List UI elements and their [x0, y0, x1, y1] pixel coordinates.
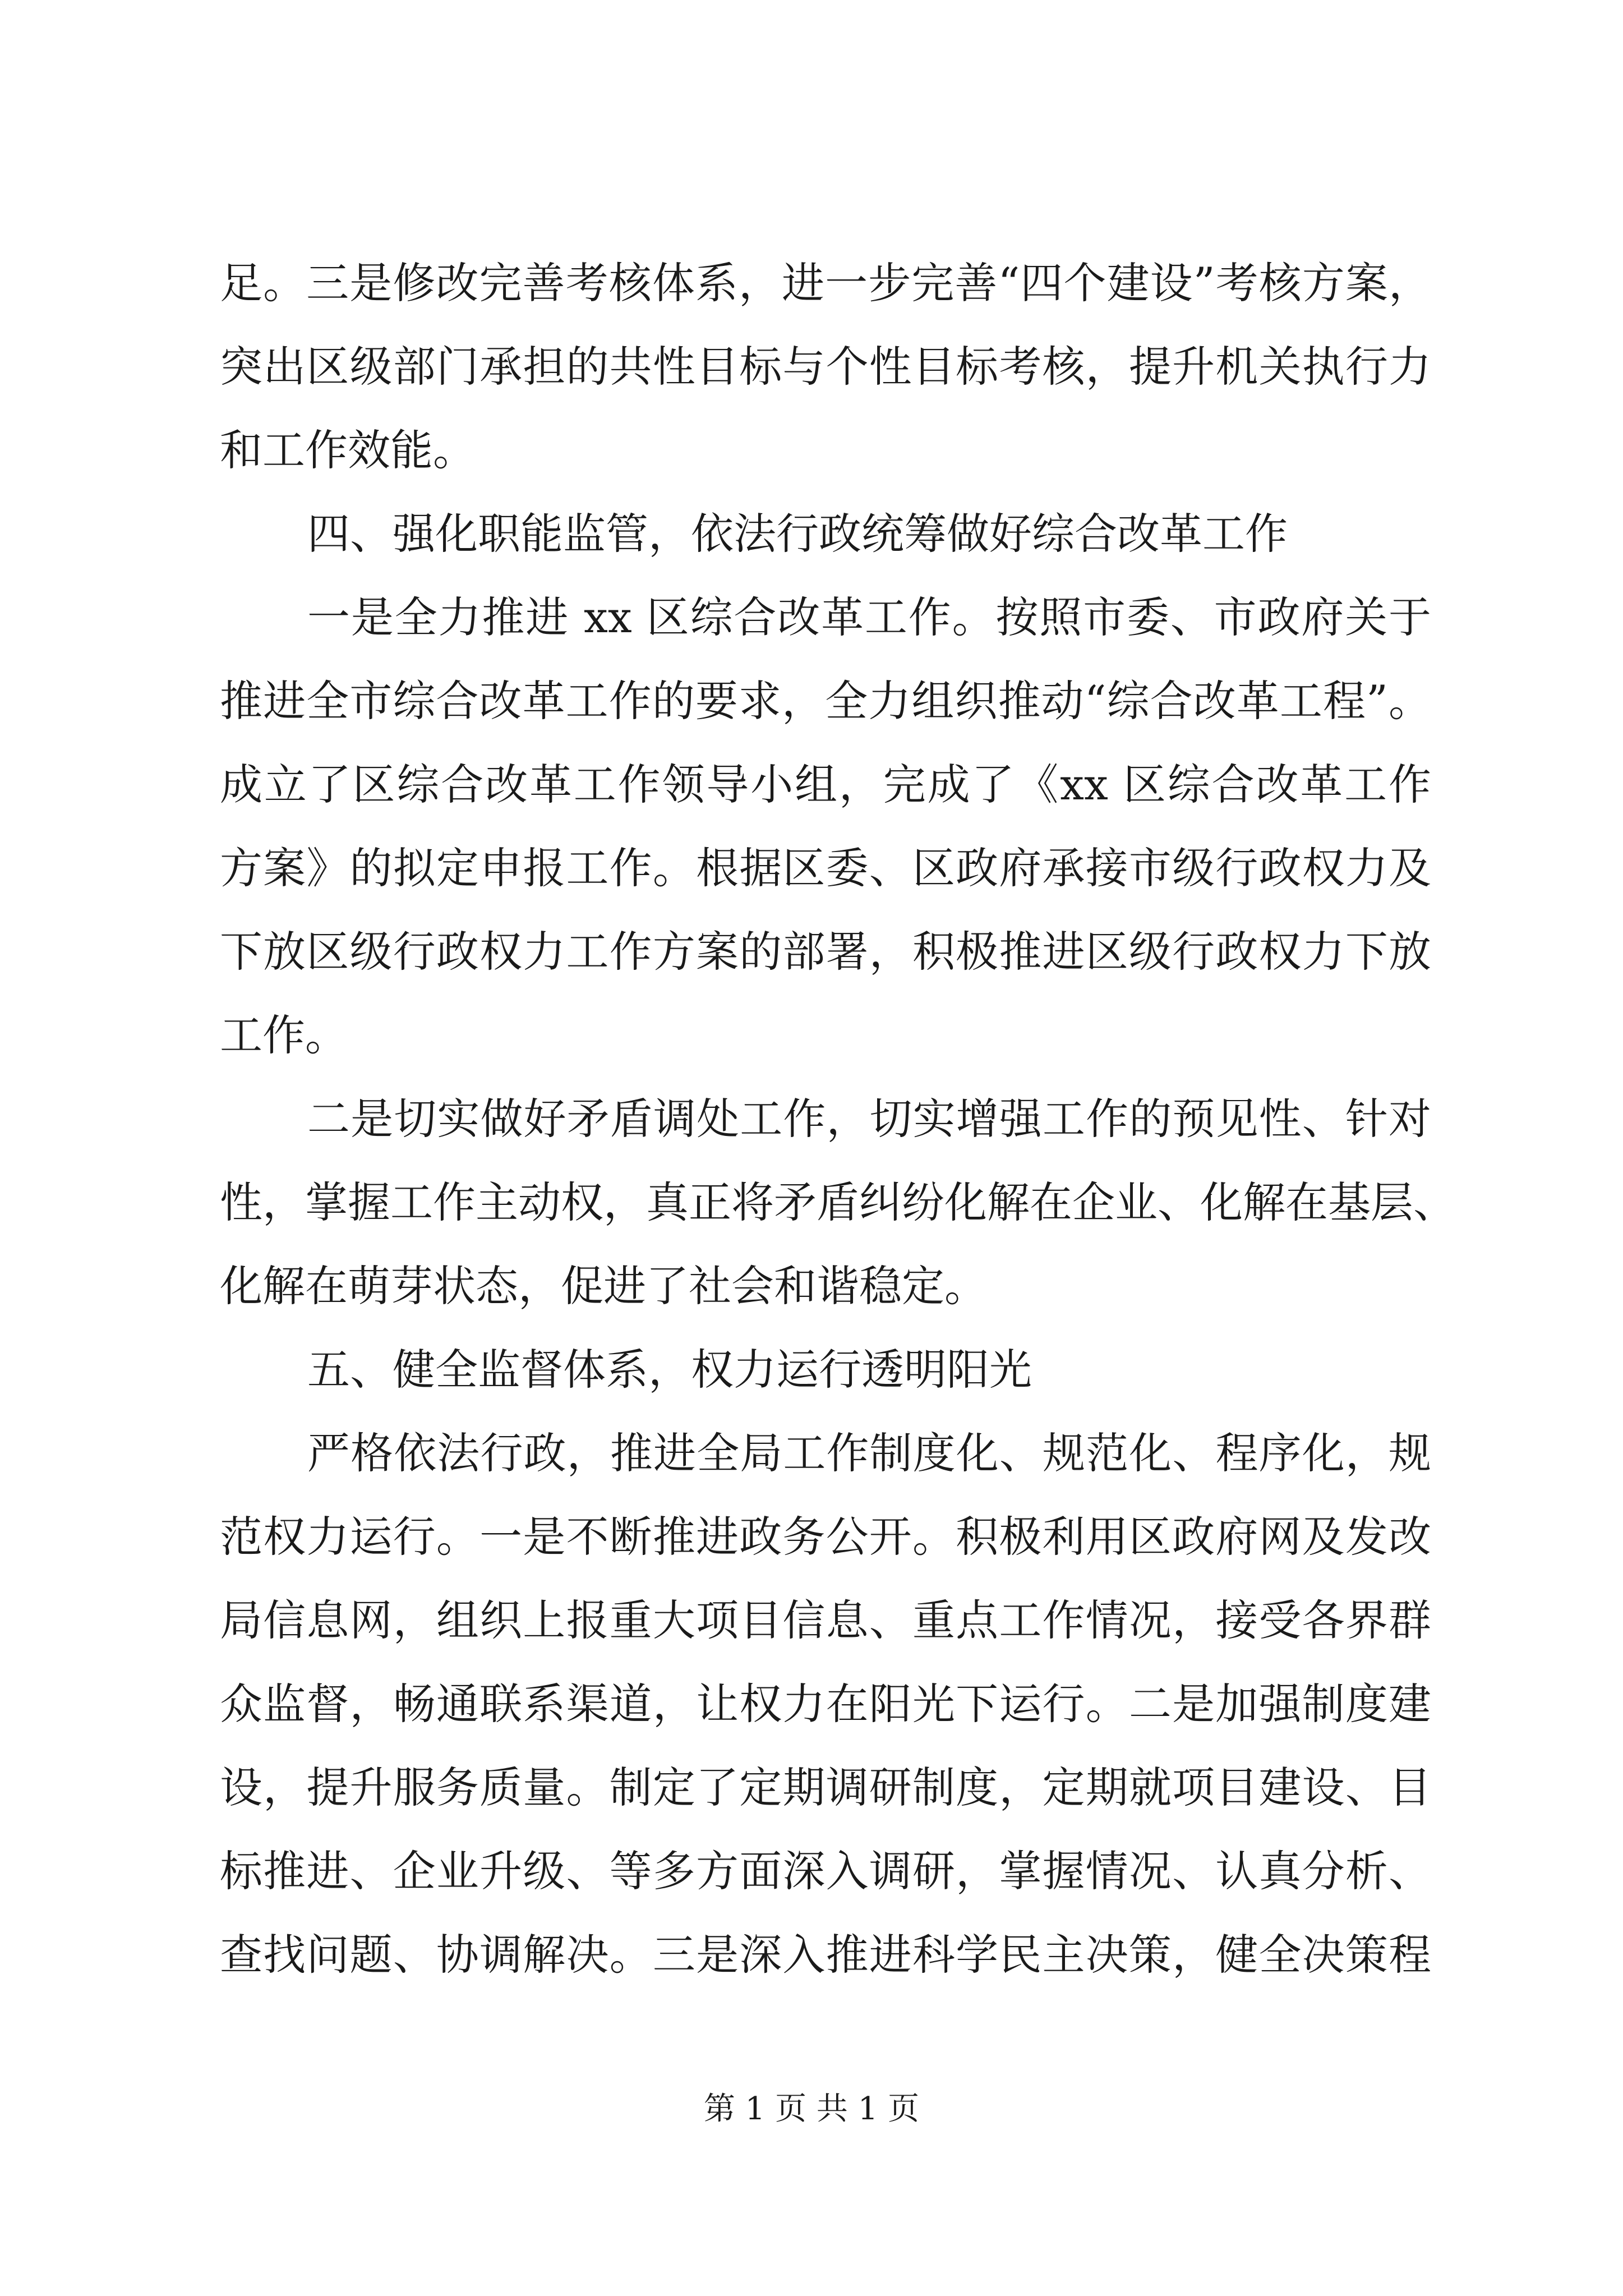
- paragraph-line: 突出区级部门承担的共性目标与个性目标考核，提升机关执行力: [220, 342, 1431, 392]
- document-body: [220, 241, 1456, 1996]
- paragraph-line: 范权力运行。一是不断推进政务公开。积极利用区政府网及发改: [220, 1512, 1431, 1562]
- paragraph-line: 设，提升服务质量。制定了定期调研制度，定期就项目建设、目: [220, 1763, 1431, 1812]
- page-footer: 第 1 页 共 1 页: [703, 2091, 920, 2127]
- paragraph-line: 成立了区综合改革工作领导小组，完成了《xx 区综合改革工作: [220, 760, 1431, 809]
- paragraph-line: 推进全市综合改革工作的要求，全力组织推动“综合改革工程”。: [220, 676, 1431, 726]
- paragraph-line: 查找问题、协调解决。三是深入推进科学民主决策，健全决策程: [220, 1930, 1431, 1980]
- paragraph-line: 严格依法行政，推进全局工作制度化、规范化、程序化，规: [307, 1428, 1431, 1478]
- paragraph-line: 二是切实做好矛盾调处工作，切实增强工作的预见性、针对: [307, 1094, 1431, 1144]
- paragraph-line: 方案》的拟定申报工作。根据区委、区政府承接市级行政权力及: [220, 843, 1431, 893]
- paragraph-line: 下放区级行政权力工作方案的部署，积极推进区级行政权力下放: [220, 927, 1431, 977]
- paragraph-line: 性，掌握工作主动权，真正将矛盾纠纷化解在企业、化解在基层、: [220, 1177, 1456, 1227]
- paragraph-line: 化解在萌芽状态，促进了社会和谐稳定。: [220, 1261, 987, 1311]
- paragraph-line: 标推进、企业升级、等多方面深入调研，掌握情况、认真分析、: [220, 1846, 1431, 1896]
- paragraph-line: 众监督，畅通联系渠道，让权力在阳光下运行。二是加强制度建: [220, 1679, 1431, 1729]
- paragraph-line: 一是全力推进 xx 区综合改革工作。按照市委、市政府关于: [307, 592, 1431, 642]
- paragraph-line: 局信息网，组织上报重大项目信息、重点工作情况，接受各界群: [220, 1595, 1431, 1645]
- paragraph-line: 足。三是修改完善考核体系，进一步完善“四个建设”考核方案，: [220, 258, 1431, 308]
- paragraph-line: 和工作效能。: [220, 425, 476, 475]
- section-heading: 五、健全监督体系，权力运行透明阳光: [307, 1345, 1032, 1395]
- section-heading: 四、强化职能监管，依法行政统筹做好综合改革工作: [307, 509, 1288, 559]
- paragraph-line: 工作。: [220, 1010, 348, 1060]
